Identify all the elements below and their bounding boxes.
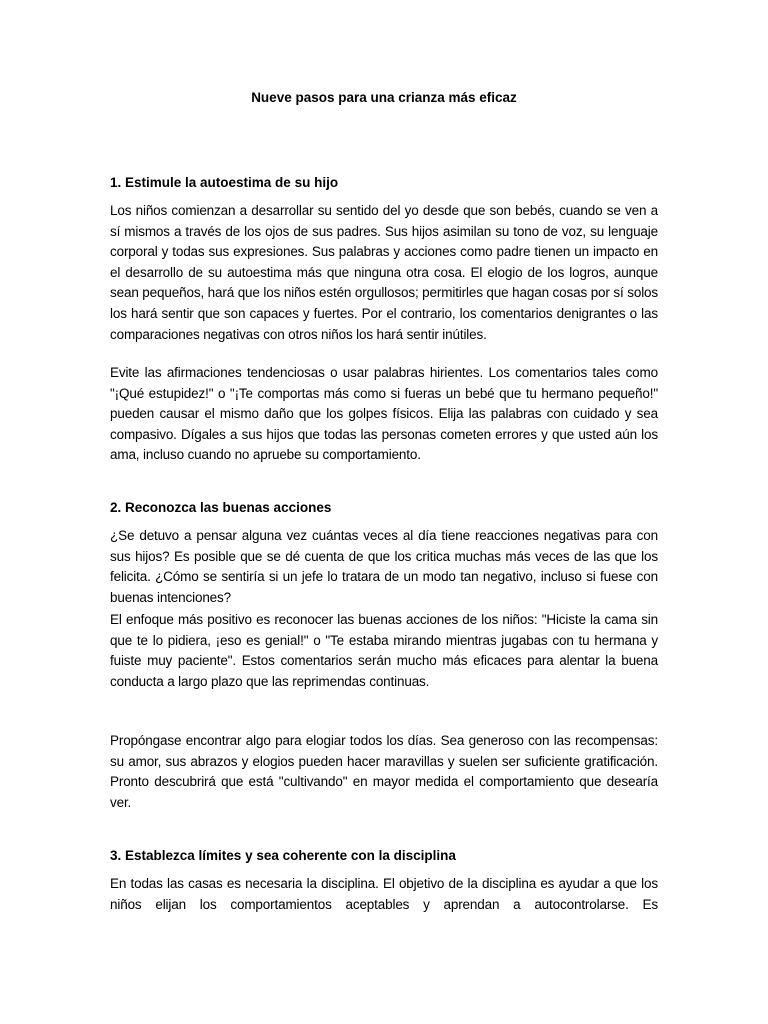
section-1-paragraph-2: Evite las afirmaciones tendenciosas o usar palabras hirientes. Los comentarios tales como "¡Qué estupidez!" o "¡Te comportas más como si fueras un bebé que tu hermano pequeño!" pueden causar el mismo daño que los golpes físicos. Elija las palabras con cuidado y sea compasivo. Dígales a sus hijos que todas las personas cometen errores y que usted aún los ama, incluso cuando no apruebe su comportamiento. — [110, 365, 658, 463]
document-title: Nueve pasos para una crianza más eficaz — [251, 90, 517, 105]
section-heading-2: 2. Reconozca las buenas acciones — [110, 500, 332, 515]
section-2-paragraph-3: Propóngase encontrar algo para elogiar todos los días. Sea generoso con las recompensas: su amor, sus abrazos y elogios pueden hacer maravillas y suelen ser suficiente gratificación. Pronto descubrirá que está "cultivando" en mayor medida el comportamiento que desearía ver. — [110, 733, 658, 810]
section-2-paragraph-1: ¿Se detuvo a pensar alguna vez cuántas veces al día tiene reacciones negativas para con sus hijos? Es posible que se dé cuenta de que los critica muchas más veces de las que los felicita. ¿Cómo se sentiría si un jefe lo tratara de un modo tan negativo, incluso si fuese con buenas intenciones? — [110, 528, 658, 605]
section-heading-1: 1. Estimule la autoestima de su hijo — [110, 175, 339, 190]
section-2-paragraph-2: El enfoque más positivo es reconocer las buenas acciones de los niños: "Hiciste la cama sin que te lo pidiera, ¡eso es genial!" o "Te estaba mirando mientras jugabas con tu hermana y fuiste muy paciente". Estos comentarios serán mucho más eficaces para alentar la buena conducta a largo plazo que las reprimendas continuas. — [110, 612, 658, 689]
section-1-paragraph-1: Los niños comienzan a desarrollar su sentido del yo desde que son bebés, cuando se ven a sí mismos a través de los ojos de sus padres. Sus hijos asimilan su tono de voz, su lenguaje corporal y todas sus expresiones. Sus palabras y acciones como padre tienen un impacto en el desarrollo de su autoestima más que ninguna otra cosa. El elogio de los logros, aunque sean pequeños, hará que los niños estén orgullosos; permitirles que hagan cosas por sí solos los hará sentir que son capaces y fuertes. Por el contrario, los comentarios denigrantes o las comparaciones negativas con otros niños los hará sentir inútiles. — [110, 203, 658, 342]
section-heading-3: 3. Establezca límites y sea coherente con la disciplina — [110, 848, 456, 863]
section-3-paragraph-1: En todas las casas es necesaria la disciplina. El objetivo de la disciplina es ayudar a que los niños elijan los comportamientos aceptables y aprendan a autocontrolarse. Es — [110, 876, 658, 912]
